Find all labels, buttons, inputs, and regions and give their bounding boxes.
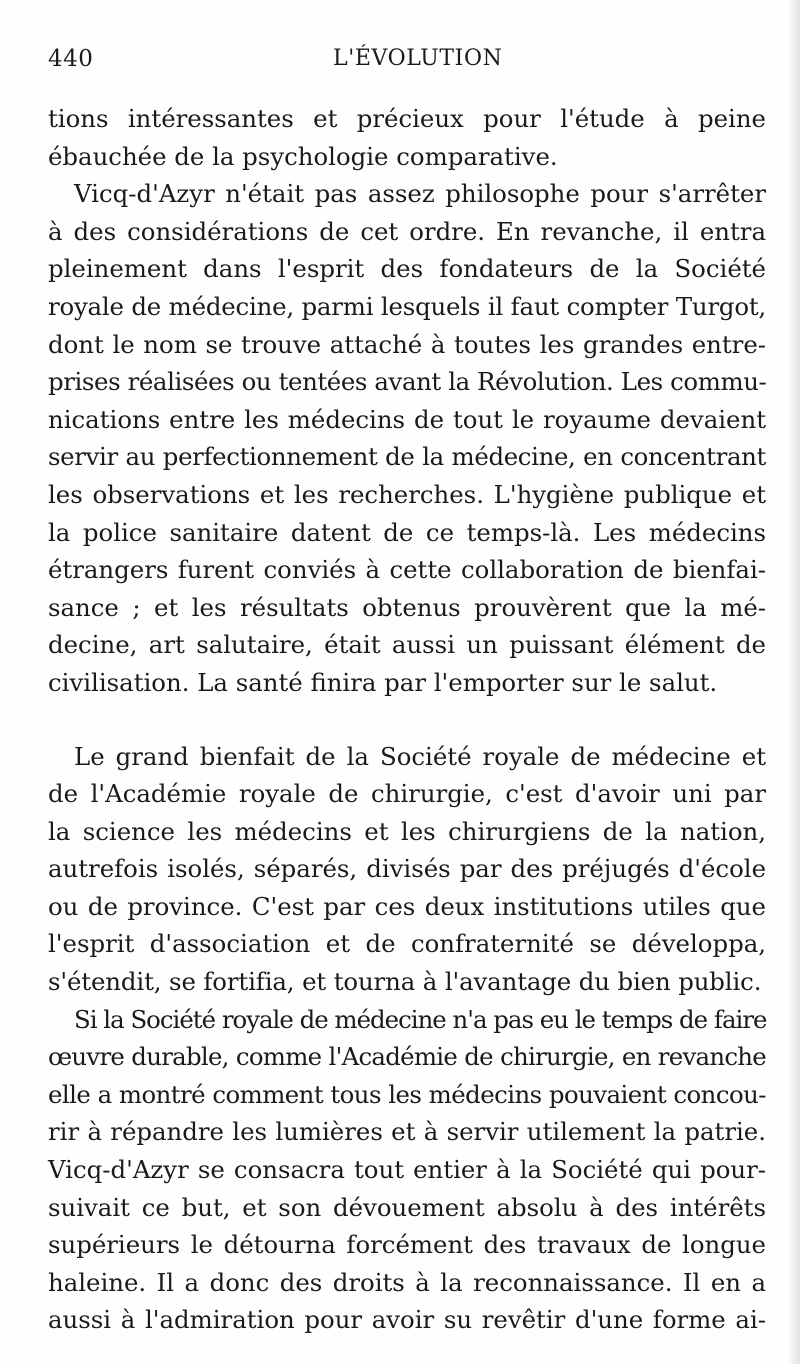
text-line: la science les médecins et les chirurgiens de la nation, bbox=[48, 816, 766, 846]
text-line: la police sanitaire datent de ce temps-là. Les médecins bbox=[48, 517, 766, 547]
text-line: ou de province. C'est par ces deux institutions utiles que bbox=[48, 891, 766, 921]
text-line: haleine. Il a donc des droits à la reconnaissance. Il en a bbox=[48, 1267, 766, 1297]
text-line: nications entre les médecins de tout le royaume devaient bbox=[48, 404, 766, 434]
text-line: royale de médecine, parmi lesquels il faut compter Turgot, bbox=[48, 291, 766, 321]
text-line: elle a montré comment tous les médecins pouvaient concou- bbox=[48, 1079, 766, 1109]
text-line: autrefois isolés, séparés, divisés par des préjugés d'école bbox=[48, 854, 766, 884]
text-line: servir au perfectionnement de la médecine, en concentrant bbox=[48, 442, 766, 472]
text-line: tions intéressantes et précieux pour l'étude à peine bbox=[48, 104, 766, 133]
text-line: étrangers furent conviés à cette collaboration de bienfai- bbox=[48, 555, 766, 585]
text-line: de l'Académie royale de chirurgie, c'est d'avoir uni par bbox=[48, 779, 766, 809]
text-line: prises réalisées ou tentées avant la Révolution. Les commu- bbox=[48, 367, 767, 397]
running-title: L'ÉVOLUTION bbox=[333, 46, 503, 71]
text-line: supérieurs le détourna forcément des travaux de longue bbox=[48, 1230, 766, 1260]
text-line: dont le nom se trouve attaché à toutes les grandes entre- bbox=[48, 329, 766, 359]
text-line: Vicq-d'Azyr se consacra tout entier à la Société qui pour- bbox=[48, 1155, 766, 1185]
text-line: les observations et les recherches. L'hygiène publique et bbox=[48, 479, 766, 509]
page-number: 440 bbox=[48, 46, 94, 72]
text-line: à des considérations de cet ordre. En revanche, il entra bbox=[48, 216, 766, 246]
page-header bbox=[48, 46, 768, 80]
text-line: suivait ce but, et son dévouement absolu à des intérêts bbox=[48, 1192, 766, 1222]
text-line: decine, art salutaire, était aussi un puissant élément de bbox=[48, 630, 766, 660]
text-line: Vicq-d'Azyr n'était pas assez philosophe pour s'arrêter bbox=[74, 179, 766, 209]
text-line: aussi à l'admiration pour avoir su revêtir d'une forme ai- bbox=[48, 1305, 766, 1335]
text-line: sance ; et les résultats obtenus prouvèrent que la mé- bbox=[48, 592, 766, 622]
text-line: s'étendit, se fortifia, et tourna à l'avantage du bien public. bbox=[48, 967, 762, 997]
body-text bbox=[48, 100, 766, 1339]
text-line: l'esprit d'association et de confraternité se développa, bbox=[48, 929, 766, 959]
text-line: civilisation. La santé finira par l'emporter sur le salut. bbox=[48, 667, 718, 697]
text-line: ébauchée de la psychologie comparative. bbox=[48, 141, 558, 171]
paragraph-gap bbox=[48, 702, 766, 738]
text-line: rir à répandre les lumières et à servir utilement la patrie. bbox=[48, 1117, 766, 1147]
text-line: Si la Société royale de médecine n'a pas eu le temps de faire bbox=[74, 1004, 767, 1034]
text-line: Le grand bienfait de la Société royale de médecine et bbox=[74, 741, 766, 771]
text-line: pleinement dans l'esprit des fondateurs de la Société bbox=[48, 254, 766, 284]
text-line: œuvre durable, comme l'Académie de chirurgie, en revanche bbox=[48, 1042, 766, 1072]
